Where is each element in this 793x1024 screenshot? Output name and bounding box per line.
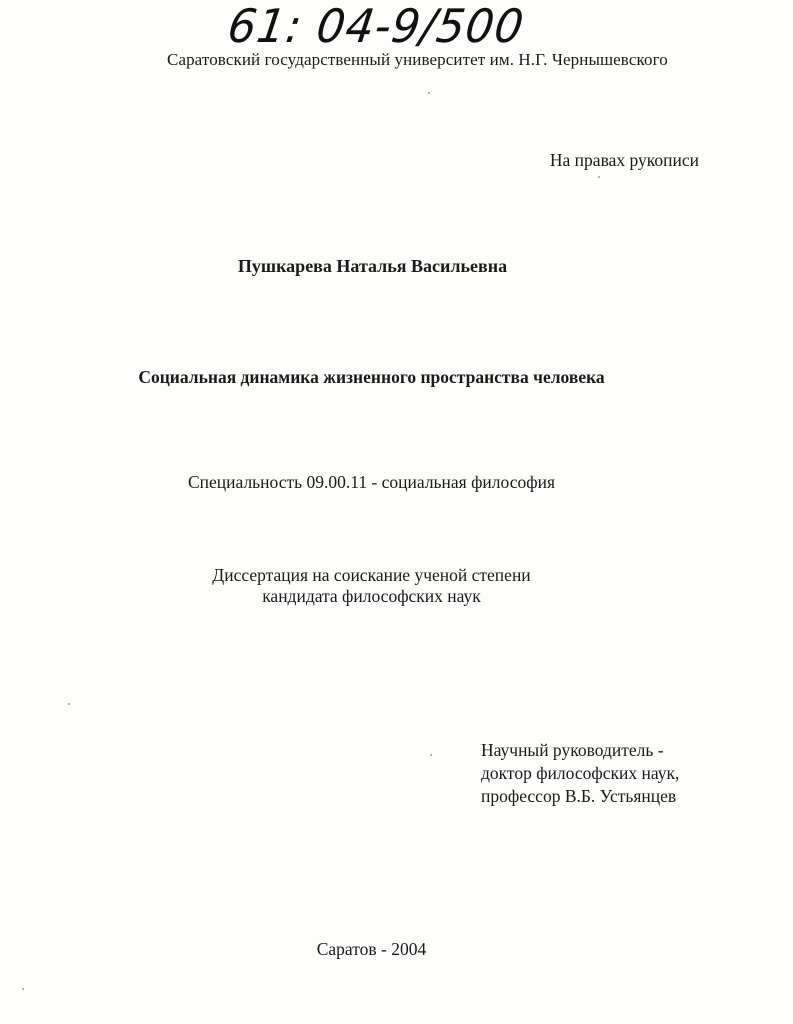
advisor-line: Научный руководитель - (481, 740, 664, 760)
scan-speck (22, 988, 24, 990)
specialty-line: Специальность 09.00.11 - социальная философия (187, 472, 555, 492)
author-name: Пушкарева Наталья Васильевна (237, 256, 508, 276)
dissertation-title: Социальная динамика жизненного пространства человека (138, 367, 605, 387)
scan-speck (68, 703, 70, 705)
advisor-line: доктор философских наук, (481, 763, 680, 783)
rights-notice: На правах рукописи (549, 150, 699, 170)
handwritten-archive-code: 61: 04-9/500 (224, 0, 528, 54)
dissertation-degree (0, 565, 793, 607)
scan-speck (428, 92, 430, 94)
dissertation-line: Диссертация на соискание ученой степени (212, 565, 531, 585)
advisor-line: профессор В.Б. Устьянцев (481, 786, 677, 806)
university-name: Саратовский государственный университет им. Н.Г. Чернышевского (167, 50, 668, 69)
scan-speck (598, 176, 600, 178)
scientific-advisor (481, 739, 679, 808)
city-year: Саратов - 2004 (316, 939, 427, 959)
scan-speck (430, 754, 432, 756)
dissertation-line: кандидата философских наук (262, 586, 481, 606)
